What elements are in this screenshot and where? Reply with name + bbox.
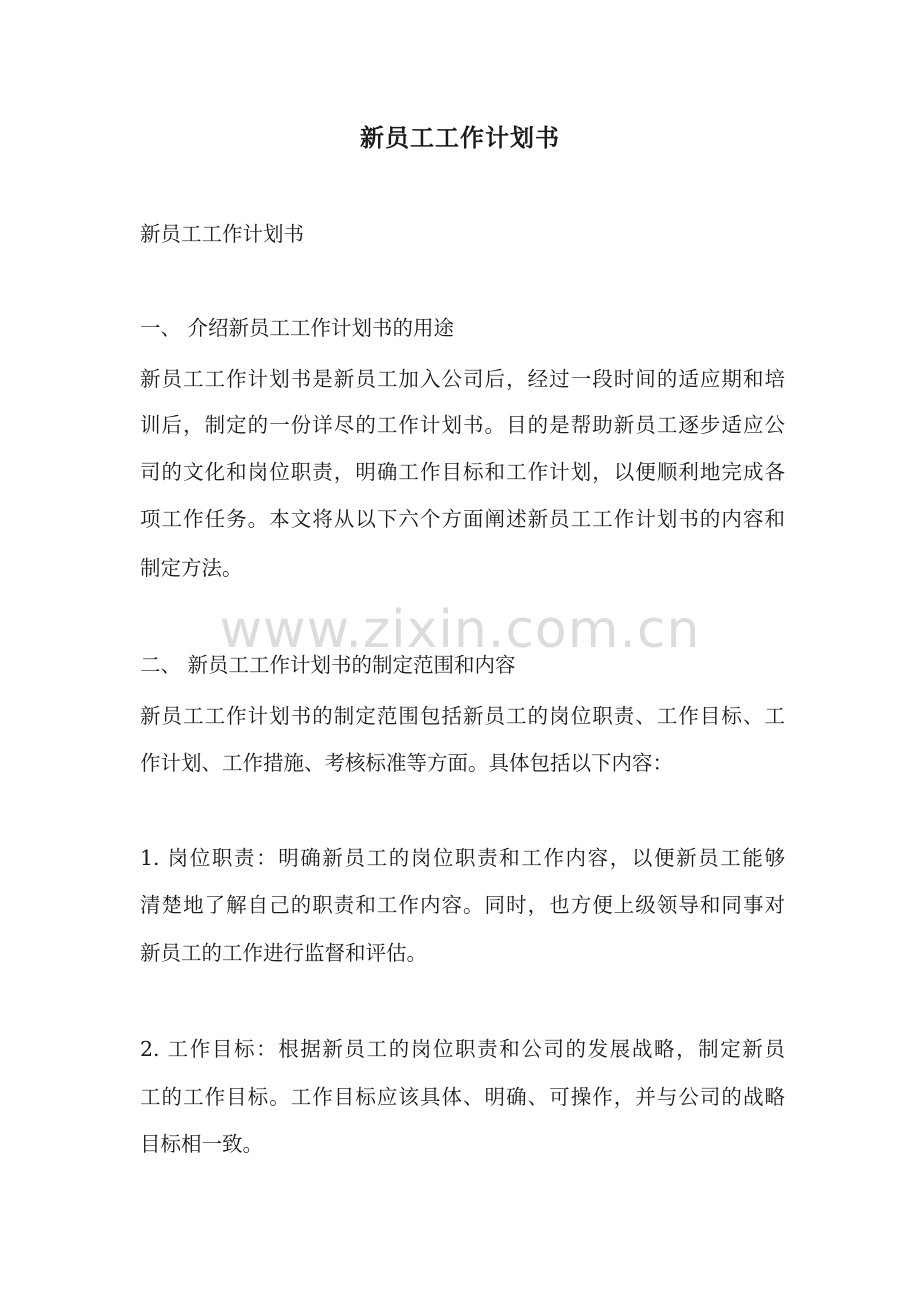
watermark-text: www.zixin.com.cn [219, 600, 701, 660]
item-2-line-2: 工的工作目标。工作目标应该具体、明确、可操作，并与公司的战略 [140, 1085, 785, 1109]
item-2-line-1: 2. 工作目标：根据新员工的岗位职责和公司的发展战略，制定新员 [140, 1037, 785, 1061]
section-2-heading: 二、 新员工工作计划书的制定范围和内容 [140, 653, 516, 677]
item-1-line-2: 清楚地了解自己的职责和工作内容。同时，也方便上级领导和同事对 [140, 893, 785, 917]
item-1-line-3: 新员工的工作进行监督和评估。 [140, 941, 427, 965]
document-subtitle: 新员工工作计划书 [140, 222, 304, 246]
section-1-line-3: 司的文化和岗位职责，明确工作目标和工作计划，以便顺利地完成各 [140, 460, 785, 484]
section-2-line-1: 新员工工作计划书的制定范围包括新员工的岗位职责、工作目标、工 [140, 704, 785, 728]
section-1-line-1: 新员工工作计划书是新员工加入公司后，经过一段时间的适应期和培 [140, 367, 785, 391]
item-2-line-3: 目标相一致。 [140, 1132, 263, 1156]
section-1-line-5: 制定方法。 [140, 556, 243, 580]
document-title: 新员工工作计划书 [360, 123, 560, 152]
item-1-line-1: 1. 岗位职责：明确新员工的岗位职责和工作内容，以便新员工能够 [140, 846, 785, 870]
section-1-line-4: 项工作任务。本文将从以下六个方面阐述新员工工作计划书的内容和 [140, 507, 785, 531]
section-1-heading: 一、 介绍新员工工作计划书的用途 [140, 316, 455, 340]
section-1-line-2: 训后，制定的一份详尽的工作计划书。目的是帮助新员工逐步适应公 [140, 413, 785, 437]
section-2-line-2: 作计划、工作措施、考核标准等方面。具体包括以下内容： [140, 751, 673, 775]
